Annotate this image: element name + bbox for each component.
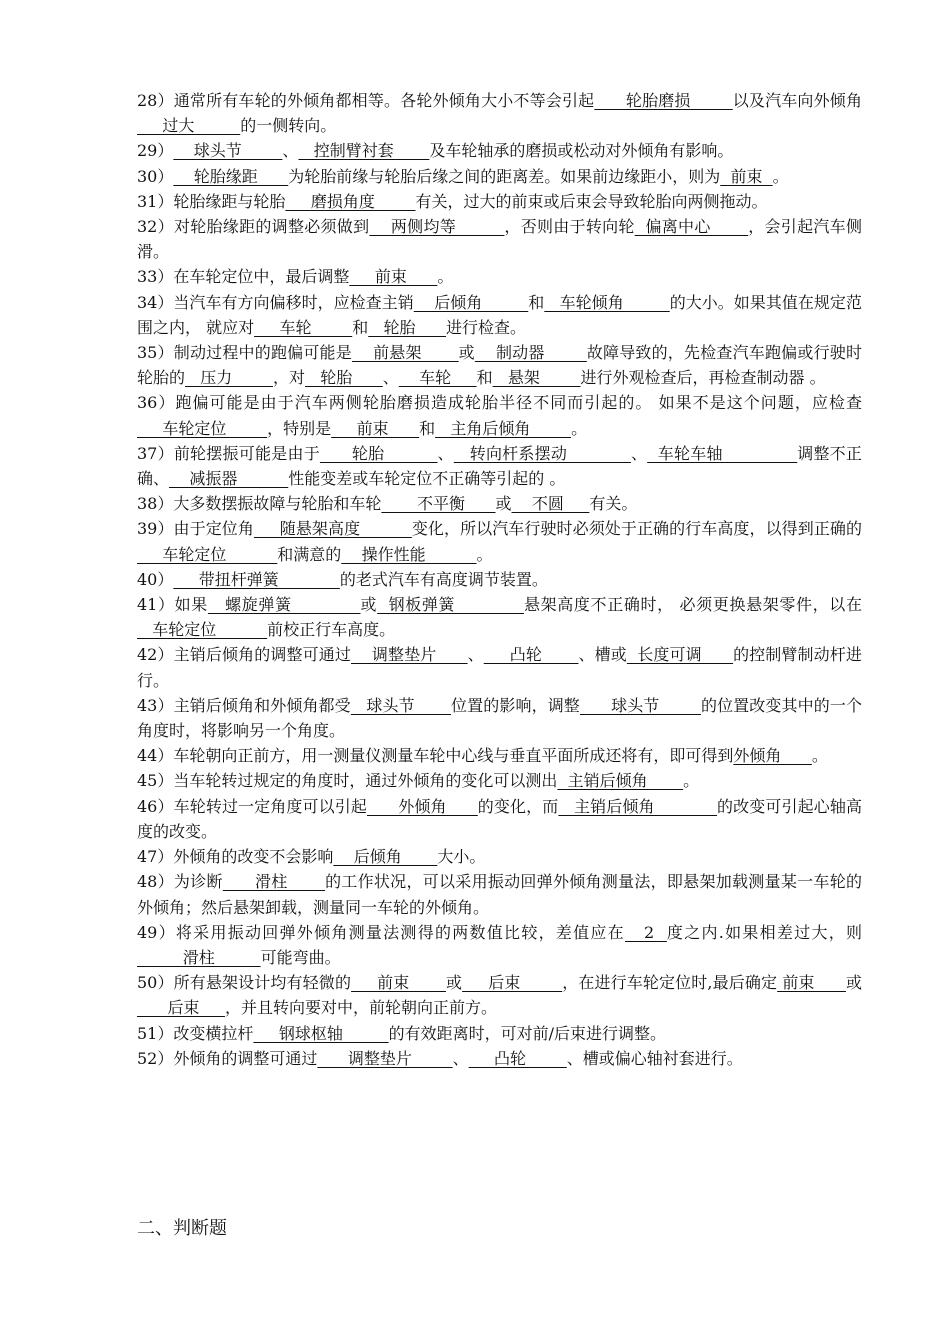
question-text: 位置的影响，调整 bbox=[451, 695, 580, 715]
answer-blank: 车轮定位 bbox=[137, 544, 278, 564]
question-number: 51） bbox=[137, 1023, 174, 1043]
question-text: 有关，过大的前束或后束会导致轮胎向两侧拖动。 bbox=[415, 191, 768, 211]
question-item bbox=[137, 592, 862, 642]
answer-blank: 主销后倾角 bbox=[557, 771, 684, 791]
question-text: 为诊断 bbox=[173, 872, 223, 892]
question-text: 如果 bbox=[174, 595, 208, 615]
question-item bbox=[137, 264, 862, 289]
answer-blank: 凸轮 bbox=[483, 645, 579, 665]
question-number: 49） bbox=[137, 922, 176, 942]
answer-blank: 前束 bbox=[720, 166, 773, 186]
question-number: 40） bbox=[137, 569, 174, 589]
answer-blank: 车轮倾角 bbox=[544, 292, 670, 312]
answer-blank: 外倾角 bbox=[733, 746, 812, 766]
answer-blank: 后倾角 bbox=[413, 292, 529, 312]
question-text: 故障导致的，先检查汽车跑偏或行驶时轮胎的 bbox=[137, 343, 862, 388]
question-number: 29） bbox=[137, 141, 174, 161]
question-item bbox=[137, 164, 862, 189]
question-text: 对轮胎缘距的调整必须做到 bbox=[173, 217, 370, 237]
question-text: 当汽车有方向偏移时，应检查主销 bbox=[173, 292, 414, 312]
question-text: 、槽或 bbox=[578, 645, 627, 665]
question-text: 的有效距离时，可对前/后束进行调整。 bbox=[388, 1023, 667, 1043]
question-number: 44） bbox=[137, 746, 174, 766]
question-text: 轮胎缘距与轮胎 bbox=[173, 191, 286, 211]
question-text: 所有悬架设计均有轻微的 bbox=[173, 973, 352, 993]
question-text: 的一侧转向。 bbox=[240, 116, 337, 136]
question-number: 41） bbox=[137, 595, 175, 615]
question-text: 的控制臂制动杆进行。 bbox=[137, 645, 862, 690]
answer-blank: 调整垫片 bbox=[317, 1048, 453, 1068]
question-text: 及车轮轴承的磨损或松动对外倾角有影响。 bbox=[429, 141, 734, 161]
question-text: 跑偏可能是由于汽车两侧轮胎磨损造成轮胎半径不同而引起的。 如果不是这个问题，应检查 bbox=[175, 393, 862, 413]
question-item bbox=[137, 1021, 862, 1046]
question-text: 调整不正确、 bbox=[137, 443, 862, 489]
question-number: 37） bbox=[137, 443, 174, 463]
question-number: 45） bbox=[137, 771, 174, 791]
question-number: 34） bbox=[137, 292, 174, 312]
question-text: 和 bbox=[476, 368, 493, 388]
answer-blank: 悬架 bbox=[492, 368, 581, 388]
question-item bbox=[137, 1046, 862, 1071]
answer-blank: 前悬架 bbox=[351, 343, 459, 363]
answer-blank: 后倾角 bbox=[333, 847, 438, 867]
question-item bbox=[137, 743, 862, 768]
question-text: 的改变可引起心轴高度的改变。 bbox=[137, 796, 862, 841]
answer-blank: 不圆 bbox=[511, 494, 590, 514]
question-item bbox=[137, 920, 862, 970]
answer-blank: 轮胎 bbox=[304, 368, 383, 388]
question-text: 、 bbox=[630, 443, 648, 463]
question-text: 性能变差或车轮定位不正确等引起的 。 bbox=[288, 469, 566, 489]
question-item bbox=[137, 844, 862, 869]
question-text: 。 bbox=[811, 746, 828, 766]
answer-blank: 主角后倾角 bbox=[435, 418, 572, 438]
question-text: 或 bbox=[845, 973, 862, 993]
question-item bbox=[137, 970, 862, 1020]
question-text: 改变横拉杆 bbox=[173, 1023, 254, 1043]
question-item bbox=[137, 491, 862, 516]
answer-blank: 磨损角度 bbox=[285, 191, 416, 211]
answer-blank: 调整垫片 bbox=[350, 645, 468, 665]
question-text: 、 bbox=[382, 368, 399, 388]
answer-blank: 滑柱 bbox=[222, 872, 326, 892]
answer-blank: 轮胎 bbox=[368, 317, 447, 337]
answer-blank: 前束 bbox=[331, 418, 420, 438]
question-number: 43） bbox=[137, 695, 174, 715]
question-text: 、槽或偏心轴衬套进行。 bbox=[566, 1048, 743, 1068]
fill-in-blank-list bbox=[137, 88, 862, 1071]
question-text: 制动过程中的跑偏可能是 bbox=[173, 343, 352, 363]
question-number: 47） bbox=[137, 847, 174, 867]
question-text: 或 bbox=[495, 494, 512, 514]
question-item bbox=[137, 340, 862, 390]
answer-blank: 减振器 bbox=[169, 469, 289, 489]
question-text: 主销后倾角和外倾角都受 bbox=[173, 695, 351, 715]
answer-blank: 轮胎缘距 bbox=[173, 166, 289, 186]
question-item bbox=[137, 794, 862, 844]
answer-blank: 车轮定位 bbox=[137, 418, 268, 438]
question-number: 39） bbox=[137, 519, 174, 539]
question-text: 和 bbox=[419, 418, 436, 438]
question-text: 、 bbox=[282, 141, 299, 161]
question-text: 和 bbox=[528, 292, 545, 312]
answer-blank: 球头节 bbox=[173, 141, 283, 161]
question-item bbox=[137, 88, 862, 138]
question-text: 外倾角的调整可通过 bbox=[173, 1048, 318, 1068]
answer-blank: 车轮定位 bbox=[137, 620, 268, 640]
question-item bbox=[137, 441, 862, 491]
question-text: 的位置改变其中的一个角度时，将影响另一个角度。 bbox=[137, 695, 862, 741]
question-text: 或 bbox=[360, 595, 378, 615]
answer-blank: 控制臂衬套 bbox=[298, 141, 430, 161]
answer-blank: 不平衡 bbox=[381, 494, 496, 514]
answer-blank: 钢球枢轴 bbox=[253, 1023, 389, 1043]
section-title: 二、判断题 bbox=[137, 1218, 227, 1239]
answer-blank: 后束 bbox=[137, 998, 225, 1018]
question-item bbox=[137, 869, 862, 919]
answer-blank: 主销后倾角 bbox=[558, 796, 718, 816]
question-number: 52） bbox=[137, 1048, 174, 1068]
question-item bbox=[137, 214, 862, 264]
question-text: 、 bbox=[467, 645, 484, 665]
answer-blank: 前束 bbox=[349, 267, 438, 287]
answer-blank: 操作性能 bbox=[341, 544, 477, 564]
question-text: 车轮朝向正前方，用一测量仪测量车轮中心线与垂直平面所成还将有，即可得到 bbox=[173, 746, 734, 766]
question-item bbox=[137, 290, 862, 340]
answer-blank: 偏离中心 bbox=[634, 217, 749, 237]
question-text: 、 bbox=[452, 1048, 469, 1068]
answer-blank: 车轮 bbox=[254, 317, 353, 337]
question-number: 42） bbox=[137, 645, 174, 665]
question-text: 和满意的 bbox=[277, 544, 342, 564]
question-number: 30） bbox=[137, 166, 174, 186]
answer-blank: 2 bbox=[624, 922, 667, 942]
question-item bbox=[137, 189, 862, 214]
question-text: 有关。 bbox=[589, 494, 638, 514]
question-number: 28） bbox=[137, 91, 174, 110]
question-text: 车轮转过一定角度可以引起 bbox=[173, 796, 367, 816]
answer-blank: 过大 bbox=[137, 116, 241, 136]
question-text: 的老式汽车有高度调节装置。 bbox=[339, 569, 548, 589]
question-number: 32） bbox=[137, 217, 174, 237]
question-number: 50） bbox=[137, 973, 174, 993]
answer-blank: 轮胎磨损 bbox=[594, 91, 733, 110]
question-text: 的大小。如果其值在规定范围之内， 就应对 bbox=[137, 292, 862, 337]
answer-blank: 压力 bbox=[185, 368, 273, 388]
question-text: 。 bbox=[772, 166, 789, 186]
question-number: 38） bbox=[137, 494, 174, 514]
question-item bbox=[137, 693, 862, 743]
question-text: ，在进行车轮定位时,最后确定 bbox=[562, 973, 778, 993]
answer-blank: 随悬架高度 bbox=[253, 519, 412, 539]
question-text: 外倾角的改变不会影响 bbox=[173, 847, 334, 867]
question-text: 或 bbox=[458, 343, 475, 363]
answer-blank: 转向杆系摆动 bbox=[453, 443, 631, 463]
question-number: 46） bbox=[137, 796, 174, 816]
question-text: 进行检查。 bbox=[446, 317, 527, 337]
answer-blank: 轮胎 bbox=[319, 443, 438, 463]
answer-blank: 外倾角 bbox=[367, 796, 478, 816]
question-text: 度之内.如果相差过大，则 bbox=[666, 922, 862, 942]
question-text: 当车轮转过规定的角度时，通过外倾角的变化可以测出 bbox=[173, 771, 558, 791]
question-item bbox=[137, 390, 862, 440]
question-text: 为轮胎前缘与轮胎后缘之间的距离差。如果前边缘距小，则为 bbox=[288, 166, 721, 186]
question-text: 变化，所以汽车行驶时必须处于正确的行车高度，以得到正确的 bbox=[411, 519, 862, 539]
question-text: 将采用振动回弹外倾角测量法测得的两数值比较，差值应在 bbox=[175, 922, 625, 942]
question-text: 在车轮定位中，最后调整 bbox=[173, 267, 350, 287]
answer-blank: 两侧均等 bbox=[369, 217, 505, 237]
question-item bbox=[137, 516, 862, 566]
question-text: 大小。 bbox=[437, 847, 486, 867]
question-text: ，否则由于转向轮 bbox=[504, 217, 635, 237]
question-text: 可能弯曲。 bbox=[260, 947, 341, 967]
answer-blank: 后束 bbox=[462, 973, 563, 993]
question-text: 。 bbox=[476, 544, 493, 564]
question-text: 前轮摆振可能是由于 bbox=[173, 443, 320, 463]
question-number: 35） bbox=[137, 343, 174, 363]
question-text: ，会引起汽车侧滑。 bbox=[137, 217, 862, 262]
question-text: 、 bbox=[437, 443, 454, 463]
answer-blank: 前束 bbox=[351, 973, 446, 993]
question-item bbox=[137, 768, 862, 793]
question-number: 48） bbox=[137, 872, 174, 892]
answer-blank: 前束 bbox=[777, 973, 846, 993]
question-number: 31） bbox=[137, 191, 174, 211]
question-text: 的工作状况，可以采用振动回弹外倾角测量法，即悬架加载测量某一车轮的外倾角；然后悬架卸载，测量同一车轮的外倾角。 bbox=[137, 872, 862, 917]
question-text: 和 bbox=[352, 317, 369, 337]
answer-blank: 车轮 bbox=[398, 368, 477, 388]
question-text: ，特别是 bbox=[267, 418, 332, 438]
answer-blank: 螺旋弹簧 bbox=[207, 595, 361, 615]
question-item bbox=[137, 138, 862, 163]
question-text: 或 bbox=[445, 973, 463, 993]
answer-blank: 长度可调 bbox=[626, 645, 734, 665]
answer-blank: 凸轮 bbox=[468, 1048, 567, 1068]
question-item bbox=[137, 567, 862, 592]
question-text: 以及汽车向外倾角 bbox=[732, 91, 862, 110]
question-number: 33） bbox=[137, 267, 174, 287]
question-text: 进行外观检查后，再检查制动器 。 bbox=[580, 368, 826, 388]
answer-blank: 球头节 bbox=[350, 695, 452, 715]
answer-blank: 钢板弹簧 bbox=[377, 595, 524, 615]
answer-blank: 车轮车轴 bbox=[647, 443, 798, 463]
answer-blank: 制动器 bbox=[474, 343, 587, 363]
question-text: ，并且转向要对中，前轮朝向正前方。 bbox=[224, 998, 497, 1018]
question-text: 。 bbox=[683, 771, 700, 791]
question-text: 。 bbox=[437, 267, 454, 287]
question-text: 前校正行车高度。 bbox=[267, 620, 396, 640]
question-item bbox=[137, 642, 862, 692]
answer-blank: 滑柱 bbox=[137, 947, 261, 967]
question-text: 通常所有车轮的外倾角都相等。各轮外倾角大小不等会引起 bbox=[173, 91, 595, 110]
question-number: 36） bbox=[137, 393, 176, 413]
question-text: 主销后倾角的调整可通过 bbox=[173, 645, 351, 665]
answer-blank: 带扭杆弹簧 bbox=[173, 569, 340, 589]
question-text: 。 bbox=[571, 418, 588, 438]
answer-blank: 球头节 bbox=[579, 695, 701, 715]
question-text: ，对 bbox=[272, 368, 305, 388]
question-text: 悬架高度不正确时， 必须更换悬架零件，以在 bbox=[523, 595, 862, 615]
question-text: 由于定位角 bbox=[173, 519, 254, 539]
question-text: 大多数摆振故障与轮胎和车轮 bbox=[173, 494, 382, 514]
question-text: 的变化，而 bbox=[477, 796, 559, 816]
